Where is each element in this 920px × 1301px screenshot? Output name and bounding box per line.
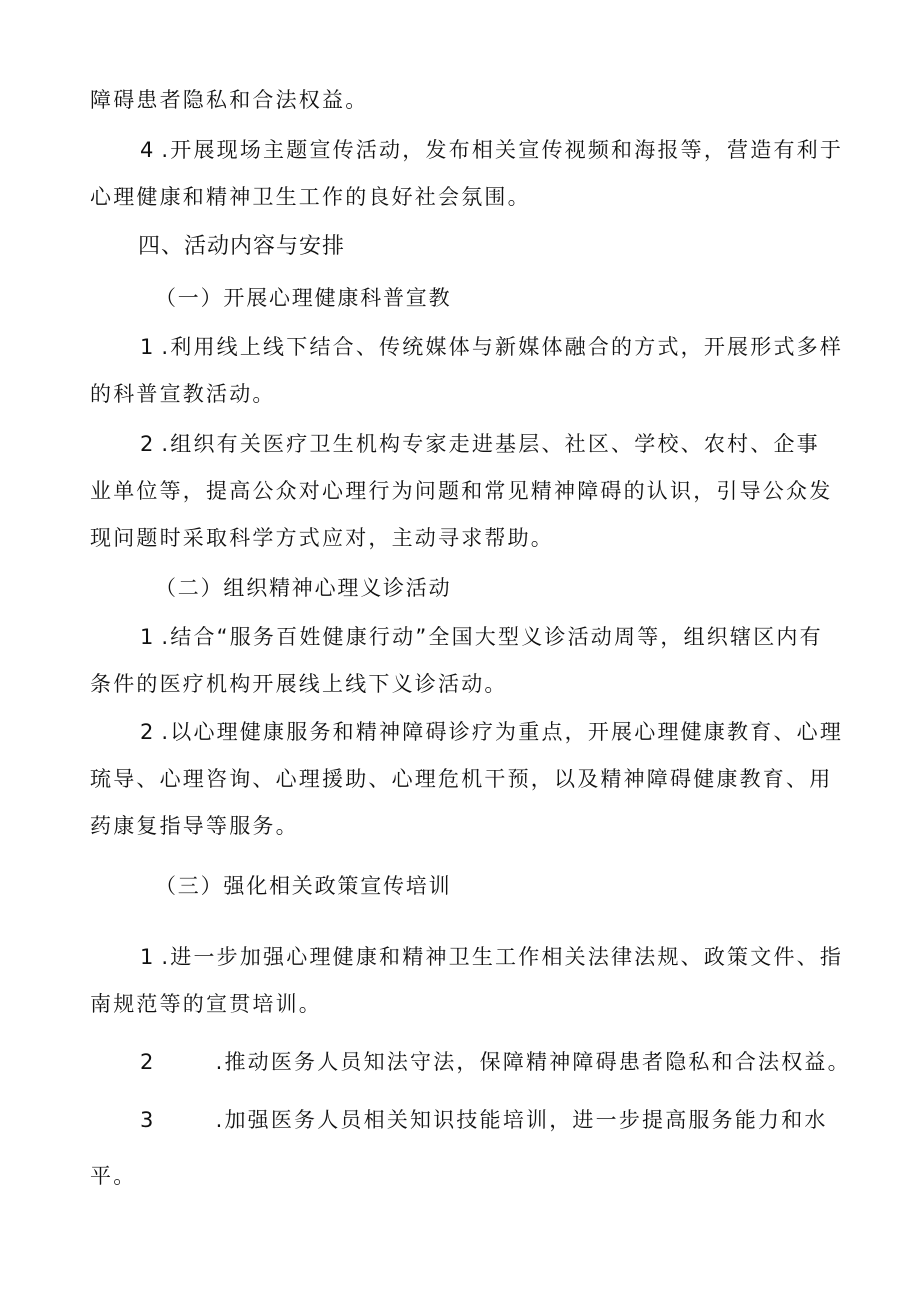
text-line: 心理健康和精神卫生工作的良好社会氛围。: [90, 185, 531, 209]
paragraph-text: .结合“服务百姓健康行动”全国大型义诊活动周等，组织辖区内有: [161, 625, 823, 649]
text-line: 平。: [90, 1164, 137, 1188]
numbered-paragraph: [140, 136, 843, 164]
paragraph-number: 4: [140, 138, 154, 162]
numbered-paragraph: [140, 718, 843, 746]
paragraph-number: 3: [140, 1108, 156, 1132]
text-line: 业单位等，提高公众对心理行为问题和常见精神障碍的认识，引导公众发: [90, 479, 833, 503]
text-line: 琉导、心理咨询、心理援助、心理危机干预，以及精神障碍健康教育、用: [90, 767, 833, 791]
numbered-paragraph: [140, 333, 843, 361]
paragraph-text: .推动医务人员知法守法，保障精神障碍患者隐私和合法权益。: [215, 1050, 851, 1074]
subsection-heading: （三）强化相关政策宣传培训: [155, 874, 452, 898]
paragraph-text: .组织有关医疗卫生机构专家走进基层、社区、学校、农村、企事: [161, 432, 820, 456]
numbered-paragraph: [140, 1048, 851, 1076]
text-line: 现问题时采取科学方式应对，主动寻求帮助。: [90, 526, 554, 550]
text-line: 南规范等的宣贯培训。: [90, 992, 322, 1016]
paragraph-text: .利用线上线下结合、传统媒体与新媒体融合的方式，开展形式多样: [161, 335, 844, 359]
text-line: 的科普宣教活动。: [90, 382, 276, 406]
paragraph-text: .进一步加强心理健康和精神卫生工作相关法律法规、政策文件、指: [161, 945, 844, 969]
text-line: 药康复指导等服务。: [90, 814, 299, 838]
subsection-heading: （二）组织精神心理义诊活动: [155, 576, 452, 600]
paragraph-number: 1: [140, 945, 154, 969]
section-heading: 四、活动内容与安排: [138, 234, 346, 259]
paragraph-number: 2: [140, 1050, 156, 1074]
numbered-paragraph: [140, 623, 823, 651]
numbered-paragraph: [140, 430, 820, 458]
paragraph-number: 1: [140, 335, 154, 359]
paragraph-number: 2: [140, 432, 154, 456]
text-line: 条件的医疗机构开展线上线下义诊活动。: [90, 672, 508, 696]
text-line: 障碍患者隐私和合法权益。: [90, 88, 369, 112]
paragraph-number: 2: [140, 720, 154, 744]
subsection-heading: （一）开展心理健康科普宣教: [155, 286, 452, 310]
paragraph-text: .加强医务人员相关知识技能培训，进一步提高服务能力和水: [215, 1108, 828, 1132]
paragraph-text: .开展现场主题宣传活动，发布相关宣传视频和海报等，营造有利于: [161, 138, 844, 162]
numbered-paragraph: [140, 1106, 828, 1134]
paragraph-number: 1: [140, 625, 154, 649]
numbered-paragraph: [140, 943, 843, 971]
paragraph-text: .以心理健康服务和精神障碍诊疗为重点，开展心理健康教育、心理: [161, 720, 844, 744]
